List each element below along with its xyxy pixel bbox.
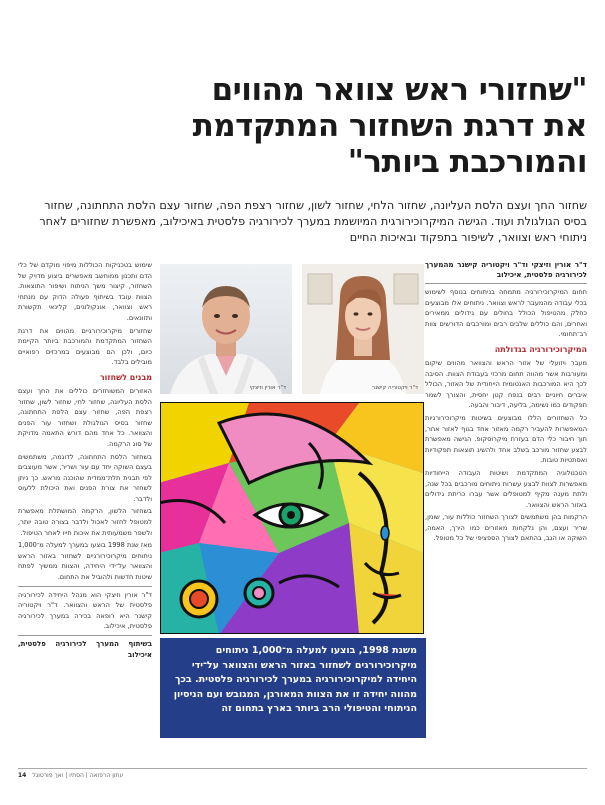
portrait-woman-image (302, 264, 424, 394)
paragraph: מאז שנת 1998 בוצעו במערך למעלה מ־1,000 ניתוחים מיקרוכירורגיים לשחזור באזור הראש והצוואר על־ידי היחידה, והצוות ממשיך לפתח שיטות חדשות ולהוביל את התחום. (18, 541, 152, 582)
paragraph: שימוש בטכניקות הכוללות מיפוי מוקדם של כלי הדם ותכנון ממוחשב מאפשרים ביצוע מדויק של השחזור, קיצור משך הניתוח ושיפור התוצאות. הצוות עובד בשיתוף פעולה הדוק עם מנתחי ראש וצוואר, אונקולוגים, קלינאי תקשורת ותזונאים. (18, 261, 152, 322)
paragraph: כל השחזורים הללו מבוצעים בשיטות מיקרוכירורגיות המאפשרות להעביר רקמה מאזור אחד בגוף לאזור אחר, תוך חיבור כלי הדם בעזרת מיקרוסקופ. הגישה מאפשרת לבצע שחזור מורכב בשלב אחד ולהשיג תוצאות תפקודיות ואסתטיות טובות. (425, 413, 587, 465)
byline-right: ד"ר אורין וזיצקי וד"ר ויקטוריה קישנר מהמערך לכירורגיה פלסטית, איכילוב (425, 260, 587, 279)
illustration-face-image (160, 403, 423, 634)
left-text-column (18, 260, 152, 780)
author-signature: ד"ר אורין וזיצקי הוא מנהל היחידה לכירורגיה פלסטית של הראש והצוואר. ד"ר ויקטוריה קישנר היא רופאה בכירה במערך לכירורגיה פלסטית, איכילוב. (18, 590, 152, 631)
divider (18, 635, 152, 636)
paragraph: הרקמות בהן משתמשים לצורך השחזור כוללות עור, שומן, שריר ועצם, והן נלקחות מאזורים כמו הירך, האמה, השוקה או הגב, בהתאם לצורך הספציפי של כל מטופל. (425, 513, 587, 543)
paragraph: מעבר ויזועלי של אזור הראש והצוואר מהווים שיקום ומעורבות אשר מהווה תחום מרכזי בעבודת הצוות. הסיבה לכך היא המורכבות האנטומית הייחודית של האזור, הכולל איברים חיוניים רבים בנפח קטן יחסית, והצורך לשמר תפקודים כמו נשימה, בליעה, דיבור והבעה. (425, 358, 587, 410)
photo-caption-man: ד"ר אורין וזיצקי (249, 385, 286, 391)
pop-art-illustration (160, 402, 424, 634)
magazine-page (10, 10, 595, 795)
subhead: המיקרוכירורגיה בגדולתה (494, 344, 587, 354)
divider (425, 283, 587, 284)
portrait-photo-woman (302, 264, 424, 394)
headline-line-2: את דרגת השחזור המתקדמת (192, 108, 587, 144)
headline-line-1: "שחזורי ראש צוואר מהווים (211, 72, 587, 108)
callout-box: משנת 1998, בוצעו למעלה מ־1,000 ניתוחים מיקרוכירורגים לשחזור באזור הראש והצוואר על־ידי היחידה למיקרוכירורגיה במערך לכירורגיה פלסטית. בכך מהווה יחידה זו את הצוות המאורגן, המגובש ועם הניסיון הניתוחי והטיפולי הרב ביותר בארץ בתחום זה (160, 638, 426, 738)
subhead: מבנים לשחזור (99, 372, 152, 382)
paragraph: שחזורים מיקרוכירורגיים מהווים את דרגת השחזור המתקדמת והמורכבת ביותר הקיימת כיום, ולכן הם מבוצעים במרכזים רפואיים מובילים בלבד. (18, 326, 152, 367)
paragraph: הטכנולוגיה המתקדמת ושיטות העבודה הייחודיות מאפשרות לצוות לבצע עשרות ניתוחים מורכבים בכל שנה, ולתת מענה מקיף למטופלים אשר עברו כריתת גידולים באזור הראש והצוואר. (425, 468, 587, 509)
article-headline (27, 72, 587, 180)
sponsor-line: בשיתוף המערך לכירורגיה פלסטית, איכילוב (18, 640, 152, 659)
portrait-man-image (160, 264, 292, 394)
right-text-column (425, 260, 587, 780)
paragraph: תחום המיקרוכירורגיה מתמחה בניתוחים בנוסף לשימוש בכלי עבודה מהמעבר לראש וצוואר. ניתוחים אלו מבוצעים כחלק מהטיפול הכולל בחולים עם גידולים ממאירים ואחרים, והם כוללים שלבים רבים ומורכבים הדורשים צוות רב־תחומי. (425, 288, 587, 339)
paragraph: האזורים המשוחזרים כוללים את החך ועצם הלסת העליונה, שחזור לחי, שחזור לשון, שחזור רצפת הפה, שחזור עצם הלסת התחתונה, שחזור בסיס הגולגולת ושחזור עור הפנים והצוואר. כל אחד מהם דורש התאמה מדויקת של סוג הרקמה. (18, 386, 152, 448)
publication-name: עתון הרפואה | הסתיו | ואך פורטוגל (32, 772, 124, 779)
paragraph: בשחזור הלסת התחתונה, לדוגמה, משתמשים בעצם השוקה יחד עם עור ושריר, אשר מעוצבים לפי תבנית תלת־ממדית שהוכנה מראש. כך ניתן לשחזר את צורת הפנים ואת היכולת ללעוס ולדבר. (18, 452, 152, 503)
portrait-photo-man (160, 264, 292, 394)
article-lead: שחזור החך ועצם הלסת העליונה, שחזור הלחי, שחזור לשון, שחזור רצפת הפה, שחזור עצם הלסת התחתונה, שחזור בסיס הגולגולת ועוד. הגישה המיקרוכירורגית המיושמת במערך לכירורגיה פלסטית באיכילוב, מאפשרת שחזורים לאחר ניתוחי ראש וצוואר, לשיפור בתפקוד ובאיכות החיים (39, 199, 587, 244)
headline-line-3: והמורכבת ביותר" (347, 144, 587, 180)
page-number: 14 (18, 772, 27, 779)
page-footer (18, 768, 587, 779)
photo-caption-woman: ד"ר ויקטוריה קישנר (371, 385, 418, 391)
paragraph: בשחזור הלשון, הרקמה המושתלת מאפשרת למטופל לחזור לאכול ולדבר בצורה טובה יותר, ולשפר משמעותית את איכות חייו לאחר הטיפול. (18, 507, 152, 537)
divider (18, 586, 152, 587)
